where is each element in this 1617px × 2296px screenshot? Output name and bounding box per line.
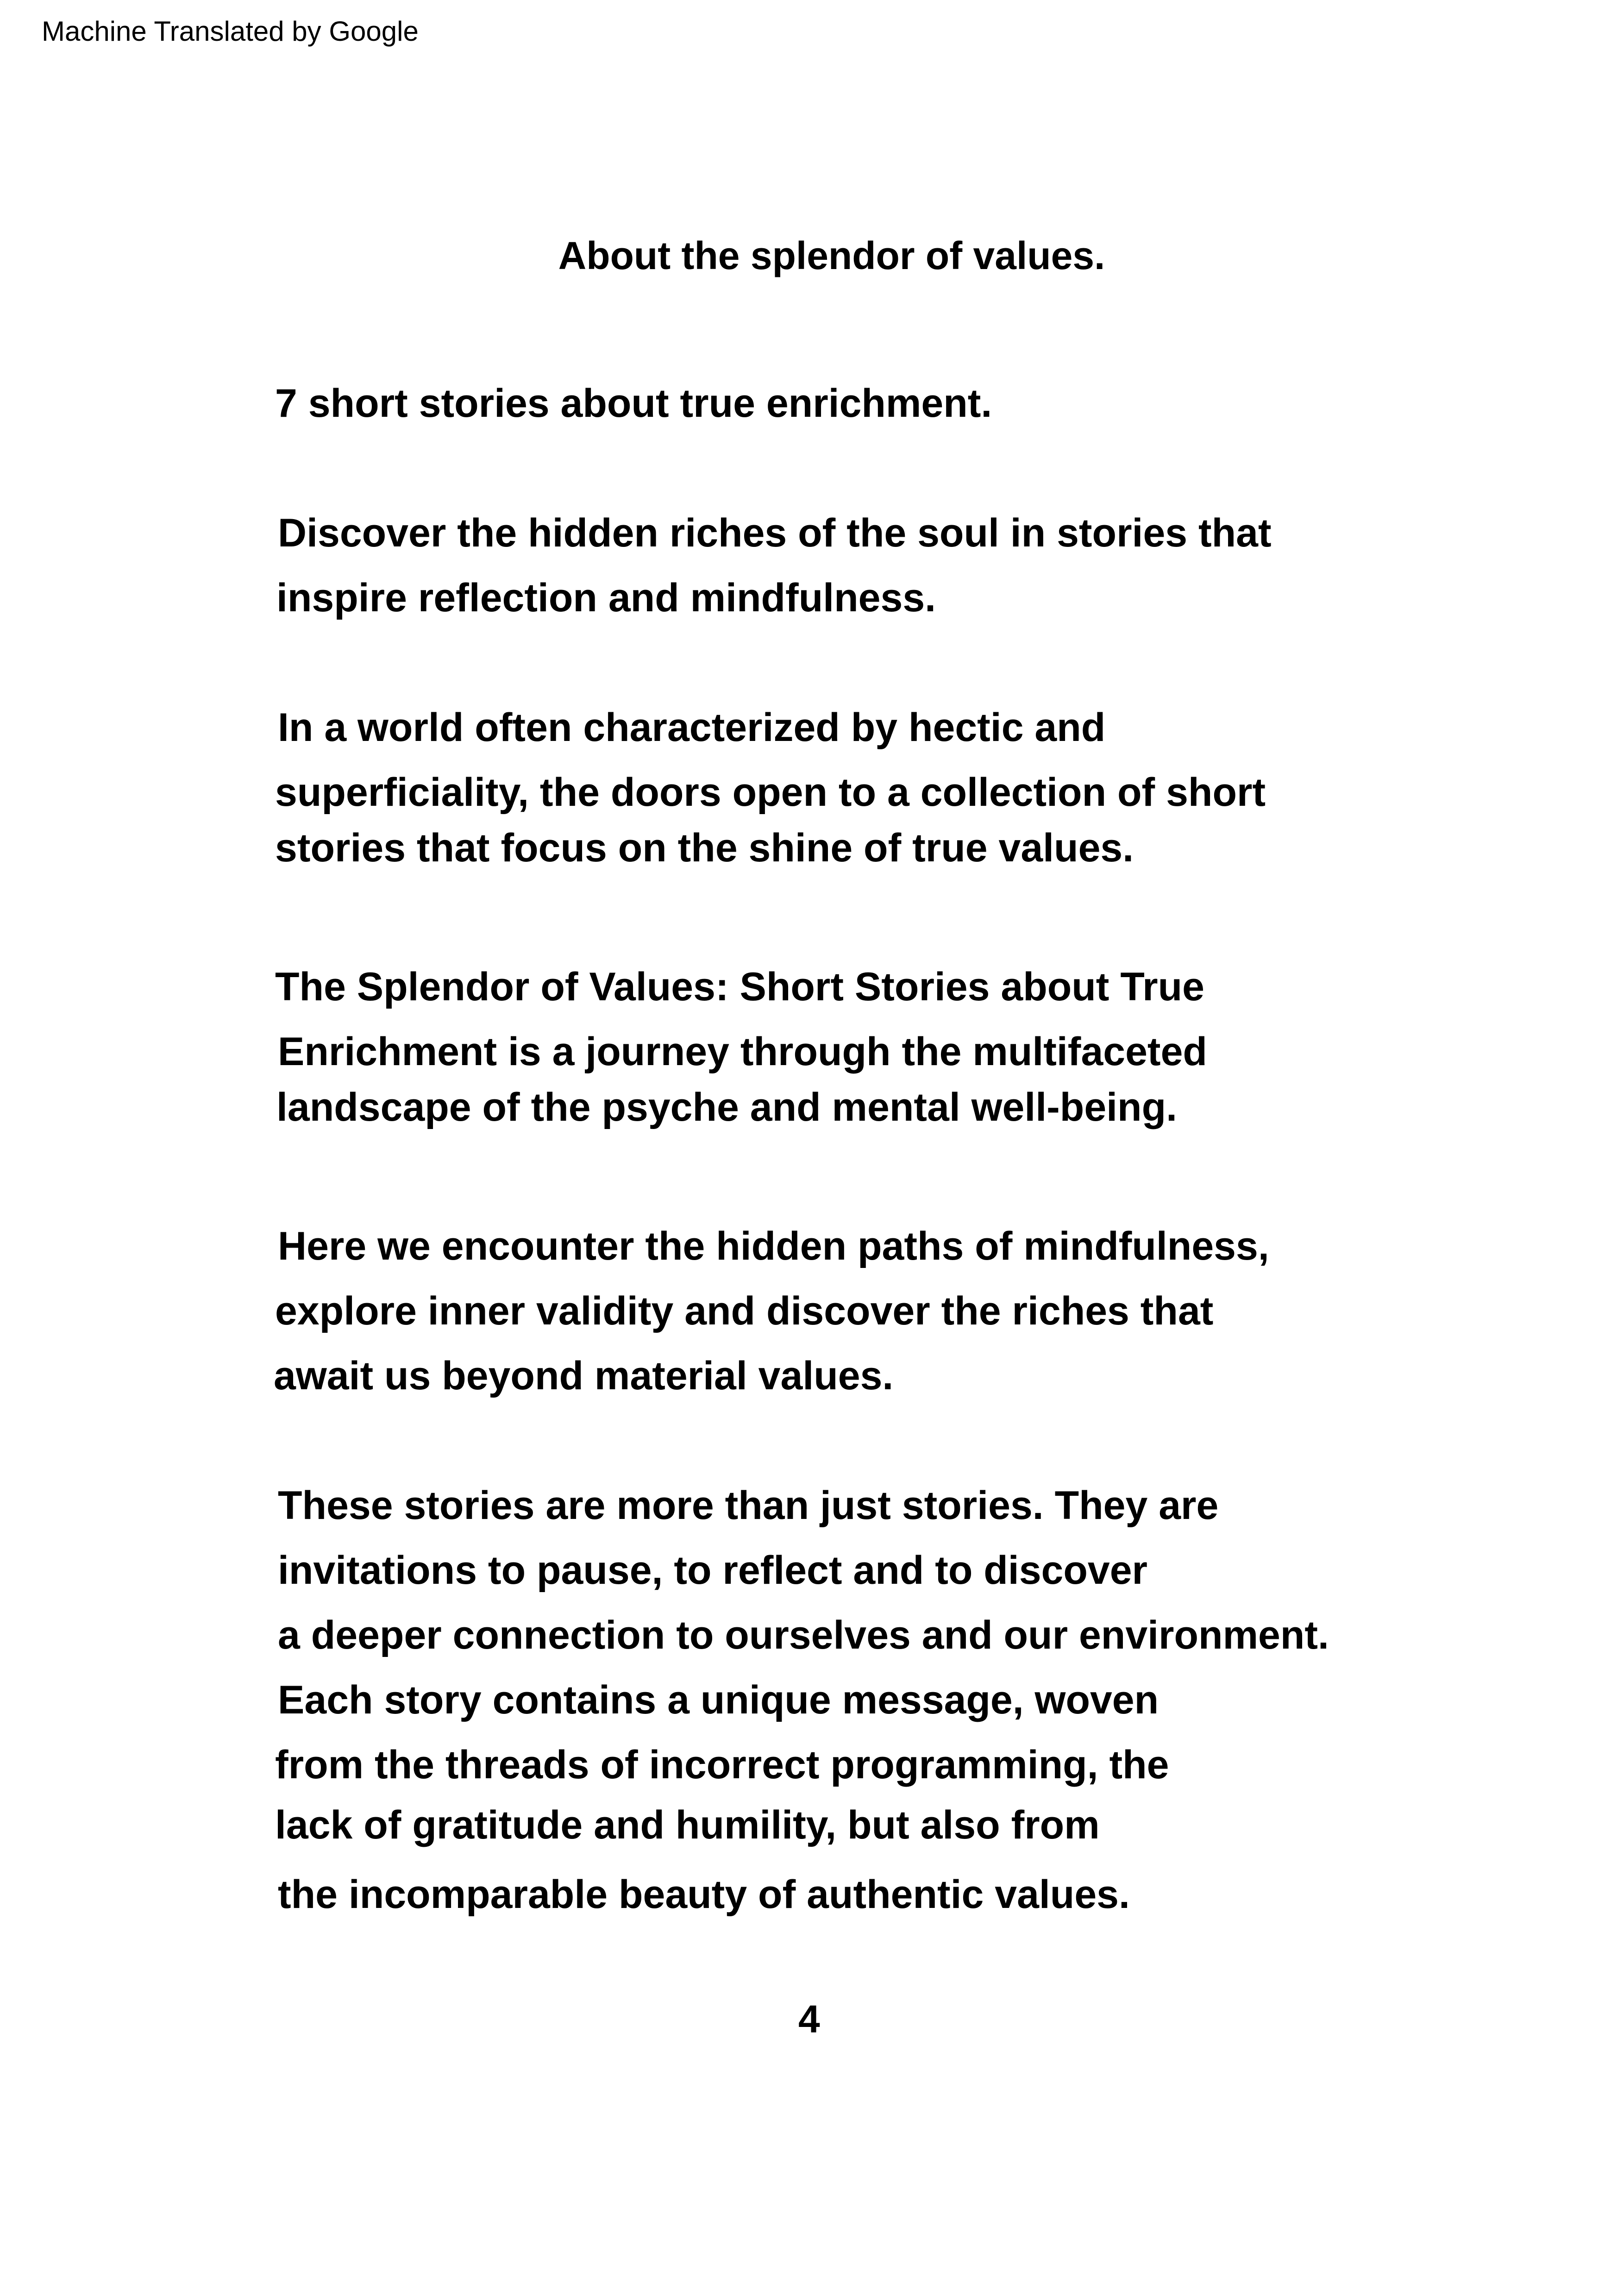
paragraph-line: Each story contains a unique message, woven [278, 1678, 1159, 1722]
paragraph-line: lack of gratitude and humility, but also from [275, 1803, 1100, 1847]
paragraph-line: the incomparable beauty of authentic values. [278, 1872, 1130, 1917]
paragraph-line: superficiality, the doors open to a collection of short [275, 770, 1266, 815]
translation-watermark: Machine Translated by Google [42, 16, 419, 47]
paragraph-line: a deeper connection to ourselves and our environment. [278, 1613, 1329, 1657]
document-subtitle: 7 short stories about true enrichment. [275, 381, 992, 426]
paragraph-line: explore inner validity and discover the riches that [275, 1289, 1214, 1333]
paragraph-line: These stories are more than just stories. They are [278, 1483, 1219, 1528]
paragraph-line: stories that focus on the shine of true values. [275, 826, 1134, 870]
paragraph-line: In a world often characterized by hectic and [278, 705, 1106, 750]
paragraph-line: The Splendor of Values: Short Stories about True [275, 965, 1204, 1009]
paragraph-line: Discover the hidden riches of the soul in stories that [278, 511, 1272, 555]
page-number: 4 [798, 1997, 820, 2041]
paragraph-line: from the threads of incorrect programming, the [275, 1743, 1169, 1787]
paragraph-line: invitations to pause, to reflect and to discover [278, 1548, 1148, 1593]
document-title: About the splendor of values. [558, 234, 1105, 277]
paragraph-line: landscape of the psyche and mental well-being. [276, 1085, 1177, 1129]
paragraph-line: Here we encounter the hidden paths of mindfulness, [278, 1224, 1269, 1268]
paragraph-line: inspire reflection and mindfulness. [276, 576, 936, 620]
paragraph-line: await us beyond material values. [274, 1354, 894, 1398]
paragraph-line: Enrichment is a journey through the multifaceted [278, 1029, 1207, 1074]
